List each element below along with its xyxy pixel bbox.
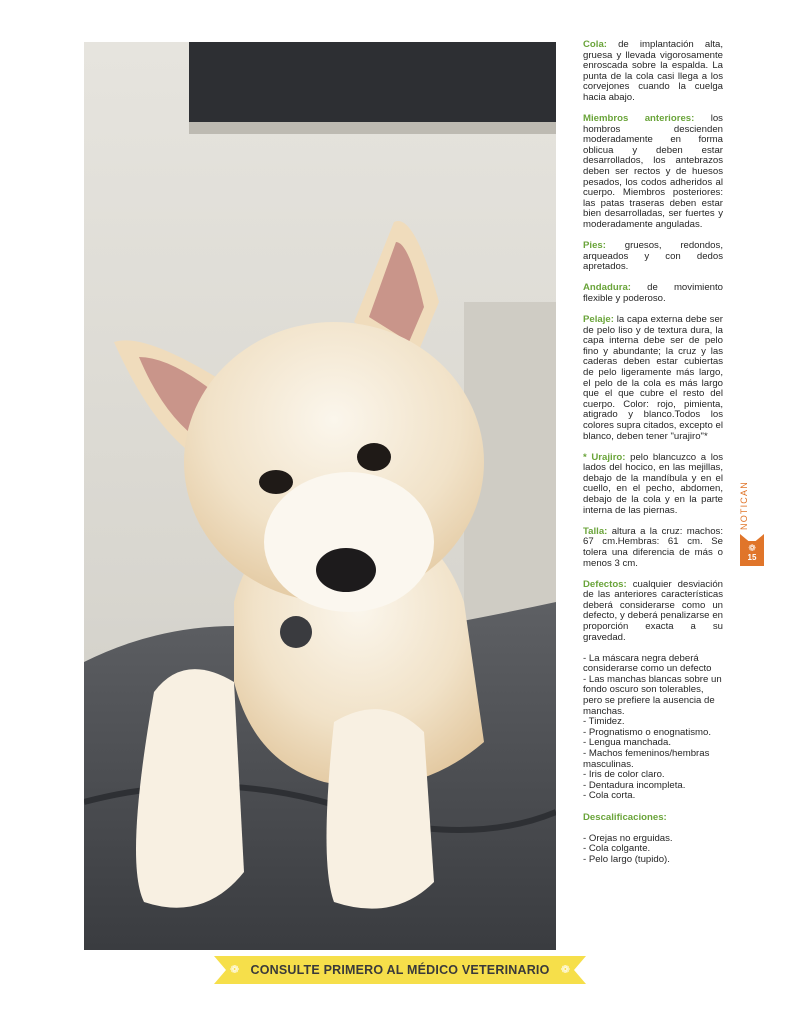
list-item: - Prognatismo o enognatismo.	[583, 726, 711, 738]
banner-text: CONSULTE PRIMERO AL MÉDICO VETERINARIO	[250, 963, 550, 977]
list-item: - Pelo largo (tupido).	[583, 853, 670, 865]
list-item: - Orejas no erguidas.	[583, 832, 673, 844]
disqualifications-list	[583, 834, 723, 866]
section-body: de movimiento flexible y poderoso.	[583, 282, 723, 304]
paw-icon: ❁	[230, 964, 240, 976]
section-body: pelo blancuzco a los lados del hocico, en las mejillas, debajo de la mandíbula y en el cuello, en el pecho, abdomen, debajo de la cola y en la parte interna de las piernas.	[583, 451, 723, 516]
section-label: Talla:	[583, 525, 608, 537]
section-body: los hombros descienden moderadamente en forma oblicua y deben estar desarrollados, los antebrazos deben ser rectos y de huesos pesados, los codos adheridos al cuerpo. Miembros posteriores: las patas traseras deben estar bien desarrolladas, ser fuertes y moderadamente anguladas.	[583, 113, 723, 230]
section-label: Descalificaciones:	[583, 811, 667, 823]
section-body: la capa externa debe ser de pelo liso y de textura dura, la capa interna debe ser de pelo fino y abundante; la cruz y las caderas deben estar cubiertas de pelo ligeramente más largo, el pelo de la cola es más largo que el que cubre el resto del cuerpo. Color: rojo, pimienta, atigrado y blanco.Todos los colores supra citados, excepto el blanco, deben tener "urajiro"*	[583, 314, 723, 442]
section-talla	[583, 527, 723, 569]
list-item: - Machos femeninos/hembras masculinas.	[583, 748, 710, 770]
section-label: Defectos:	[583, 578, 627, 590]
section-body: cualquier desviación de las anteriores características deberá considerarse como un defecto, y deberá penalizarse en proporción exacta a su gravedad.	[583, 578, 723, 643]
paw-icon: ❁	[560, 964, 570, 976]
list-item: - La máscara negra deberá considerarse como un defecto	[583, 652, 712, 675]
section-label: Andadura:	[583, 282, 631, 294]
brand-label: NOTICAN	[739, 481, 749, 530]
section-label: Miembros anteriores:	[583, 113, 695, 125]
section-defectos	[583, 580, 723, 644]
section-label: Pies:	[583, 240, 606, 252]
list-item: - Las manchas blancas sobre un fondo oscuro son tolerables, pero se prefiere la ausencia de manchas.	[583, 673, 722, 717]
defects-list	[583, 654, 723, 802]
section-body: de implantación alta, gruesa y llevada vigorosamente enroscada sobre la espalda. La punta de la cola casi llega a los corvejones cuando la cuelga hacia abajo.	[583, 39, 723, 103]
list-item: - Iris de color claro.	[583, 769, 665, 781]
page-number-badge	[740, 541, 764, 563]
section-descalificaciones	[583, 813, 723, 824]
article-text-column	[583, 40, 723, 876]
puppy-photo	[84, 42, 556, 950]
list-item: - Lengua manchada.	[583, 737, 672, 749]
section-urajiro	[583, 453, 723, 517]
section-body: gruesos, redondos, arqueados y con dedos apretados.	[583, 240, 723, 273]
list-item: - Cola colgante.	[583, 843, 651, 855]
section-label: * Urajiro:	[583, 451, 626, 463]
page-number: 15	[747, 553, 757, 562]
list-item: - Cola corta.	[583, 790, 636, 802]
section-label: Cola:	[583, 39, 607, 50]
section-label: Pelaje:	[583, 314, 614, 326]
list-item: - Timidez.	[583, 716, 625, 728]
section-miembros	[583, 114, 723, 231]
paw-icon: ❁	[748, 543, 756, 553]
vet-banner	[214, 956, 586, 984]
section-pies	[583, 241, 723, 273]
section-andadura	[583, 283, 723, 304]
list-item: - Dentadura incompleta.	[583, 779, 686, 791]
section-body: altura a la cruz: machos: 67 cm.Hembras: 61 cm. Se tolera una diferencia de más o menos 3 cm.	[583, 525, 723, 569]
section-cola	[583, 40, 723, 104]
section-pelaje	[583, 315, 723, 442]
